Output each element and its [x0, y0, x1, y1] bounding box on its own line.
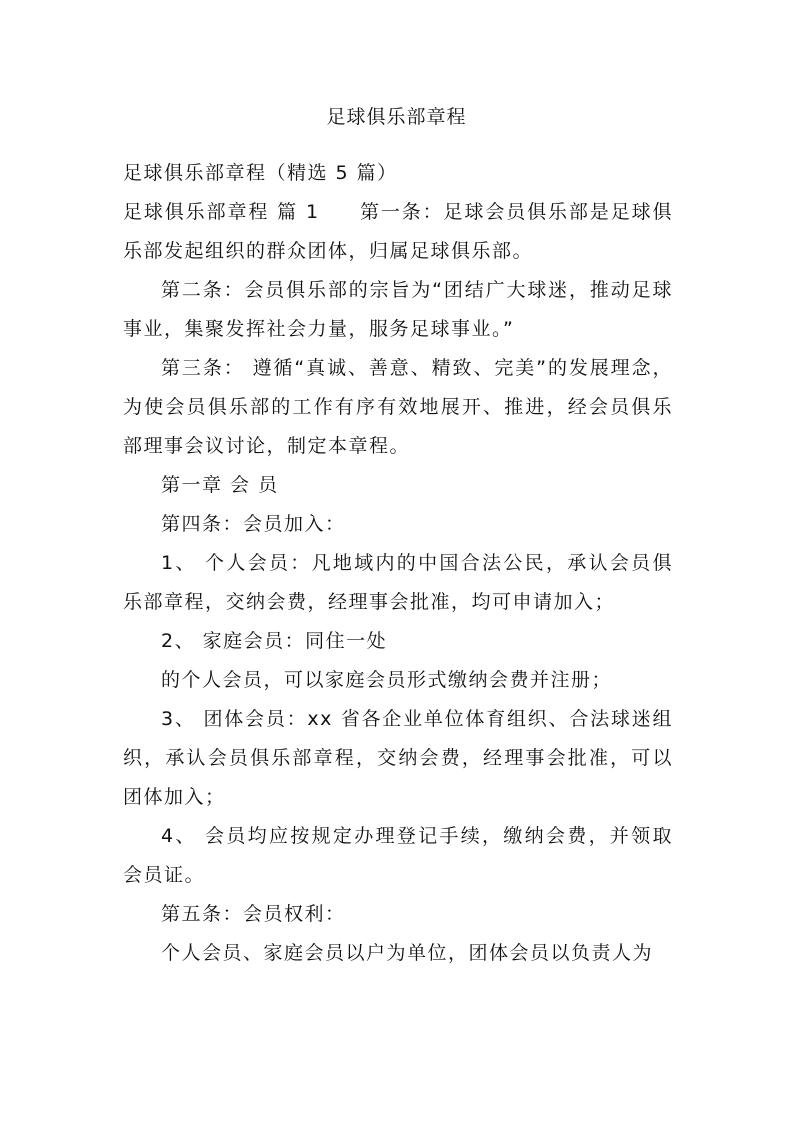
document-body	[123, 154, 673, 973]
member-item-3: 3、 团体会员：xx 省各企业单位体育组织、合法球迷组织，承认会员俱乐部章程，交纳会费，经理事会批准，可以团体加入；	[123, 708, 673, 808]
article-4: 第四条：会员加入：	[161, 513, 346, 535]
article-3: 第三条： 遵循“真诚、善意、精致、完美”的发展理念，为使会员俱乐部的工作有序有效地展开、推进，经会员俱乐部理事会议讨论，制定本章程。	[123, 357, 673, 457]
article-5: 第五条：会员权利：	[161, 903, 346, 925]
member-item-1: 1、 个人会员：凡地域内的中国合法公民，承认会员俱乐部章程，交纳会费，经理事会批准，均可申请加入；	[123, 552, 673, 613]
document-title: 足球俱乐部章程	[326, 106, 467, 128]
chapter-heading: 第一章 会 员	[161, 474, 279, 496]
article-5-text: 个人会员、家庭会员以户为单位，团体会员以负责人为	[161, 942, 654, 964]
member-item-2: 2、 家庭会员：同住一处	[161, 630, 388, 652]
member-item-2-continued: 的个人会员，可以家庭会员形式缴纳会费并注册；	[161, 669, 613, 691]
member-item-4: 4、 会员均应按规定办理登记手续，缴纳会费，并领取会员证。	[123, 825, 673, 886]
document-subtitle: 足球俱乐部章程（精选 5 篇）	[123, 162, 398, 184]
part-heading: 足球俱乐部章程 篇 1	[123, 201, 320, 223]
part-paragraph	[123, 193, 673, 271]
article-2: 第二条：会员俱乐部的宗旨为“团结广大球迷，推动足球事业，集聚发挥社会力量，服务足球事业。”	[123, 279, 673, 340]
article-1: 第一条：足球会员俱乐部是足球俱乐部发起组织的群众团体，归属足球俱乐部。	[123, 201, 673, 262]
